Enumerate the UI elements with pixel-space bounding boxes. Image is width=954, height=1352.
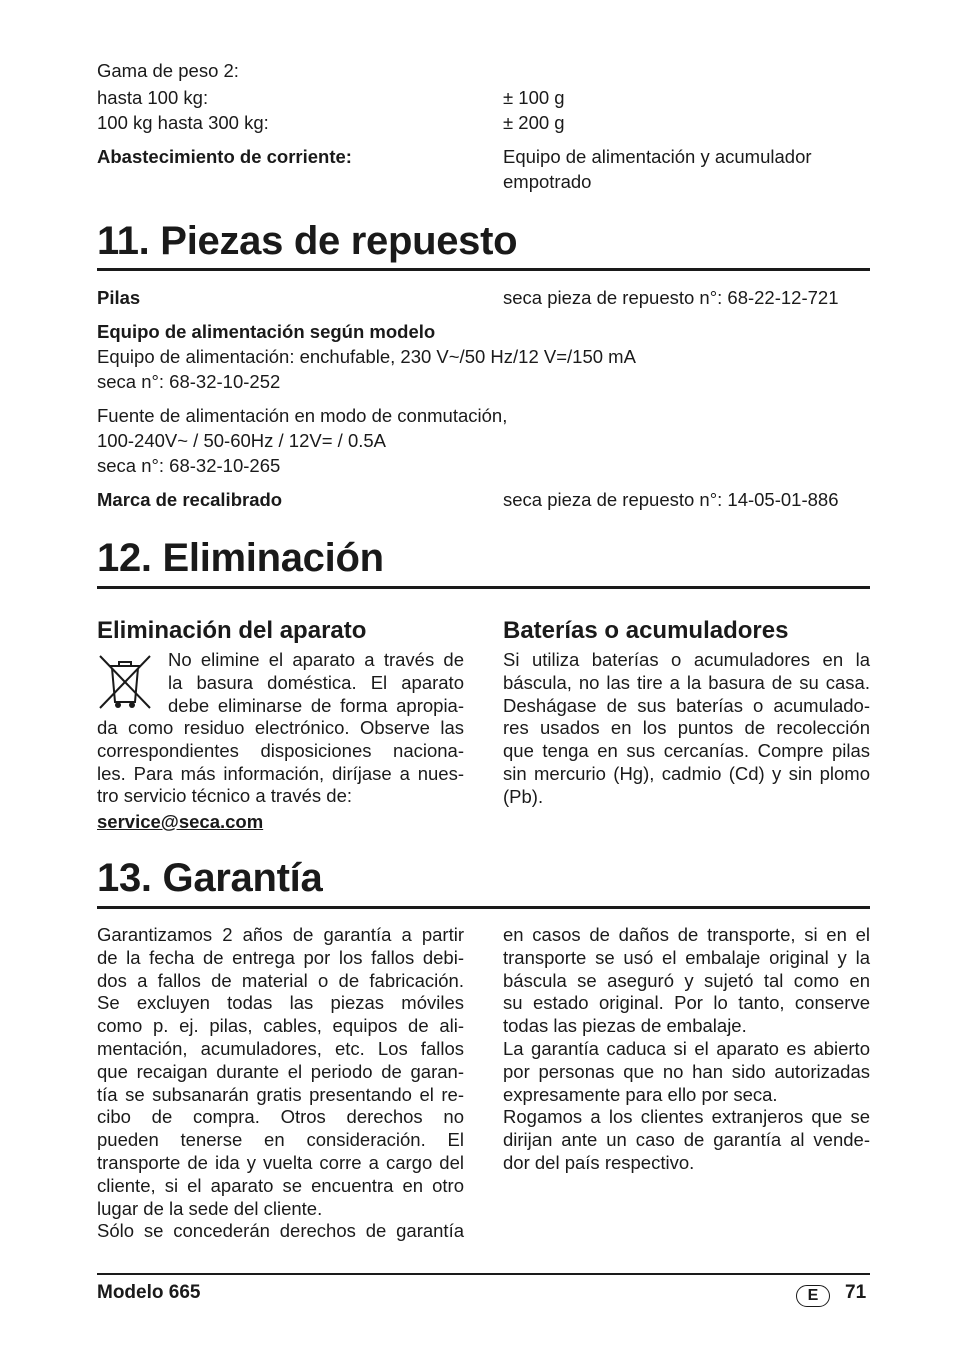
warranty-text-line: Garantizamos 2 años de garantía a partir xyxy=(97,924,464,945)
switching-supply-spec: 100-240V~ / 50-60Hz / 12V= / 0.5A xyxy=(97,430,386,451)
batteries-text-line: res usados en los puntos de recolección xyxy=(503,717,870,739)
power-unit-number: seca n°: 68-32-10-252 xyxy=(97,371,281,392)
spec-row-value: ± 200 g xyxy=(503,112,565,133)
language-badge: E xyxy=(796,1285,830,1307)
section-13-title: 13. Garantía xyxy=(97,856,323,900)
warranty-text-line: en casos de daños de transporte, si en el xyxy=(503,924,870,945)
page-number: 71 xyxy=(845,1282,867,1303)
power-supply-value: Equipo de alimentación y acumulador xyxy=(503,146,812,167)
service-email-link[interactable]: service@seca.com xyxy=(97,811,264,832)
disposal-text-line: correspondientes disposiciones naciona- xyxy=(97,739,464,761)
warranty-text-line: transporte se usó el embalaje original y la xyxy=(503,946,870,968)
recalibration-mark-label: Marca de recalibrado xyxy=(97,489,283,510)
disposal-text-line: tro servicio técnico a través de: xyxy=(97,785,352,807)
warranty-text-line: cliente, si el aparato se encuentra en otro xyxy=(97,1174,464,1196)
warranty-text-line: por personas que no han sido autorizadas xyxy=(503,1060,870,1082)
disposal-text-line: les. Para más información, diríjase a nues- xyxy=(97,762,464,784)
warranty-text-line: báscula se aseguró y sujetó tal como en xyxy=(503,969,870,991)
warranty-text-line: lugar de la sede del cliente. xyxy=(97,1197,323,1219)
warranty-text-line: Rogamos a los clientes extranjeros que se xyxy=(503,1106,870,1128)
disposal-text-line: la basura doméstica. El aparato xyxy=(168,671,464,693)
warranty-text-line: dirijan ante un caso de garantía al vende- xyxy=(503,1129,870,1151)
warranty-text-line: pueden tenerse en consideración. El xyxy=(97,1129,464,1151)
footer-rule xyxy=(97,1273,870,1275)
section-12-title: 12. Eliminación xyxy=(97,536,384,580)
power-unit-heading: Equipo de alimentación según modelo xyxy=(97,321,436,342)
warranty-text-line: dos a fallos de material o de fabricación. xyxy=(97,969,464,991)
footer-model: Modelo 665 xyxy=(97,1282,201,1303)
warranty-text-line: que recaigan durante el periodo de garan- xyxy=(97,1060,464,1082)
weight-range-label: Gama de peso 2: xyxy=(97,60,239,81)
warranty-text-line: expresamente para ello por seca. xyxy=(503,1083,778,1105)
batteries-text-line: Si utiliza baterías o acumuladores en la xyxy=(503,649,870,670)
batteries-text-line: báscula, no las tire a la basura de su casa. xyxy=(503,671,870,693)
batteries-text-line: Deshágase de sus baterías o acumulado- xyxy=(503,694,870,716)
power-supply-value-cont: empotrado xyxy=(503,171,592,192)
power-unit-spec: Equipo de alimentación: enchufable, 230 V~/50 Hz/12 V=/150 mA xyxy=(97,346,636,367)
warranty-text-line: tía se subsanarán gratis presentando el re- xyxy=(97,1083,464,1105)
spec-row-label: 100 kg hasta 300 kg: xyxy=(97,112,269,133)
switching-supply-number: seca n°: 68-32-10-265 xyxy=(97,455,281,476)
device-disposal-heading: Eliminación del aparato xyxy=(97,617,367,644)
batteries-text-line: (Pb). xyxy=(503,785,544,807)
disposal-text-line: No elimine el aparato a través de xyxy=(168,649,464,670)
warranty-text-line: como p. ej. pilas, cables, equipos de ali- xyxy=(97,1015,464,1037)
warranty-text-line: La garantía caduca si el aparato es abierto xyxy=(503,1037,870,1059)
warranty-text-line: transporte de ida y vuelta corre a cargo del xyxy=(97,1151,464,1173)
warranty-text-line: Sólo se concederán derechos de garantía xyxy=(97,1220,464,1242)
spec-row-value: ± 100 g xyxy=(503,87,565,108)
section-12-rule xyxy=(97,586,870,589)
recalibration-part-number: seca pieza de repuesto n°: 14-05-01-886 xyxy=(503,489,839,510)
warranty-text-line: Se excluyen todas las piezas móviles xyxy=(97,992,464,1014)
warranty-text-line: mentación, acumuladores, etc. Los fallos xyxy=(97,1037,464,1059)
warranty-text-line: todas las piezas de embalaje. xyxy=(503,1015,747,1037)
batteries-text-line: sin mercurio (Hg), cadmio (Cd) y sin plomo xyxy=(503,762,870,784)
warranty-text-line: cibo de compra. Otros derechos no xyxy=(97,1106,464,1128)
section-11-title: 11. Piezas de repuesto xyxy=(97,219,518,263)
batteries-heading: Baterías o acumuladores xyxy=(503,617,789,644)
warranty-text-line: su estado original. Por lo tanto, conserve xyxy=(503,992,870,1014)
disposal-text-line: da como residuo electrónico. Observe las xyxy=(97,717,464,738)
section-13-rule xyxy=(97,906,870,909)
section-11-rule xyxy=(97,268,870,271)
power-supply-label: Abastecimiento de corriente: xyxy=(97,146,352,167)
warranty-text-line: de la fecha de entrega por los fallos debi- xyxy=(97,946,464,968)
batteries-text-line: que tenga en sus cercanías. Compre pilas xyxy=(503,740,870,762)
switching-supply-label: Fuente de alimentación en modo de conmutación, xyxy=(97,405,508,426)
warranty-text-line: dor del país respectivo. xyxy=(503,1151,695,1173)
pilas-label: Pilas xyxy=(97,287,141,308)
pilas-part-number: seca pieza de repuesto n°: 68-22-12-721 xyxy=(503,287,839,308)
spec-row-label: hasta 100 kg: xyxy=(97,87,209,108)
crossed-bin-icon xyxy=(97,652,153,712)
disposal-text-line: debe eliminarse de forma apropia- xyxy=(168,694,464,716)
